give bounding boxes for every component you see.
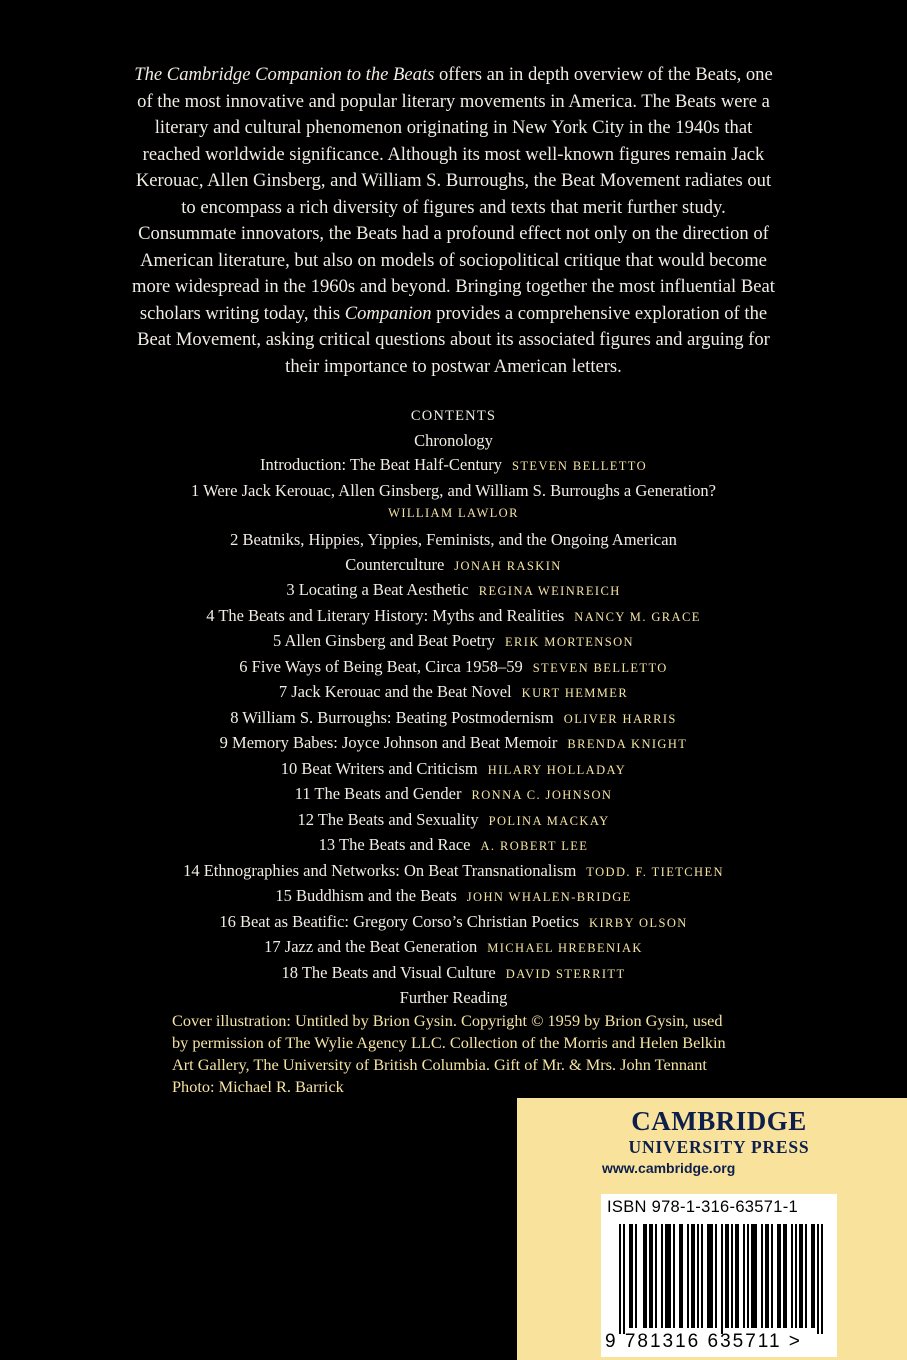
barcode-bar — [747, 1224, 749, 1328]
chapter-author: KURT HEMMER — [521, 686, 629, 700]
barcode-bar — [711, 1224, 713, 1328]
chapter-number: 6 — [239, 656, 248, 676]
chapter-entry — [0, 808, 907, 834]
book-title: The Cambridge Companion to the Beats — [134, 64, 435, 85]
publisher-name: CAMBRIDGE — [631, 1106, 807, 1136]
barcode-bar — [655, 1224, 657, 1328]
barcode-bar — [771, 1224, 773, 1328]
chapter-entry — [0, 757, 907, 783]
barcode-bar — [679, 1224, 681, 1328]
chapter-author: HILARY HOLLADAY — [487, 762, 627, 777]
barcode-box — [601, 1194, 837, 1357]
chapter-author: TODD. F. TIETCHEN — [586, 864, 724, 879]
chapter-number: 8 — [230, 707, 239, 727]
chapter-entry — [0, 859, 907, 885]
chapter-number: 10 — [280, 758, 298, 778]
cover-credit-line: Photo: Michael R. Barrick — [172, 1077, 344, 1096]
barcode-bar — [785, 1224, 787, 1328]
barcode-bar — [707, 1224, 709, 1328]
chapter-entry — [0, 479, 907, 524]
chapter-author: WILLIAM LAWLOR — [388, 506, 519, 520]
chapter-title: Buddhism and the Beats — [295, 886, 457, 905]
barcode-bar — [743, 1224, 745, 1328]
chapter-author: KIRBY OLSON — [589, 915, 688, 930]
chapter-title: Were Jack Kerouac, Allen Ginsberg, and William S. Burroughs a Generation? — [203, 480, 716, 500]
barcode-bar — [813, 1224, 815, 1328]
barcode-bar — [761, 1224, 763, 1328]
barcode-bar — [701, 1224, 703, 1328]
barcode-bar — [697, 1224, 699, 1328]
barcode-bar — [791, 1224, 793, 1328]
barcode-bar — [681, 1224, 683, 1328]
chapter-entry — [0, 629, 907, 655]
chapter-number: 15 — [275, 886, 292, 905]
barcode-bar — [643, 1224, 645, 1328]
chapter-title: Beatniks, Hippies, Yippies, Feminists, and the Ongoing American — [242, 530, 677, 549]
contents-heading: CONTENTS — [410, 408, 497, 424]
barcode-bar — [645, 1224, 647, 1328]
chapter-entry — [0, 731, 907, 757]
chapter-author: OLIVER HARRIS — [563, 711, 677, 726]
chapter-title: William S. Burroughs: Beating Postmodernism — [242, 707, 554, 727]
chapter-entry — [0, 528, 907, 578]
barcode-bar — [765, 1224, 767, 1328]
chapter-entry — [0, 782, 907, 808]
chapter-author: STEVEN BELLETTO — [532, 660, 668, 675]
barcode-bar — [731, 1224, 733, 1328]
chapter-number: 16 — [219, 911, 236, 931]
chapter-number: 5 — [273, 631, 282, 650]
chapter-title: Five Ways of Being Beat, Circa 1958–59 — [251, 656, 523, 676]
chapter-author: MICHAEL HREBENIAK — [487, 941, 643, 955]
barcode-bar — [755, 1224, 757, 1328]
chapter-number: 9 — [219, 733, 228, 752]
barcode-bar — [629, 1224, 631, 1328]
barcode-bar — [767, 1224, 769, 1328]
barcode-bar — [777, 1224, 779, 1328]
chapter-entry — [0, 578, 907, 604]
chapter-entry — [0, 833, 907, 859]
chapter-number: 1 — [191, 480, 200, 500]
barcode-bar — [631, 1224, 633, 1328]
publisher-panel — [517, 1098, 907, 1360]
companion-word: Companion — [344, 302, 432, 324]
barcode-bar — [649, 1224, 651, 1328]
chapter-number: 12 — [297, 809, 314, 829]
chapter-title: Jazz and the Beat Generation — [284, 937, 478, 956]
barcode-digits: 9 781316 635711 > — [605, 1331, 802, 1352]
cover-credit-line: by permission of The Wylie Agency LLC. Collection of the Morris and Helen Belkin — [172, 1033, 726, 1052]
chapter-number: 14 — [183, 860, 200, 880]
barcode-bar — [709, 1224, 711, 1328]
barcode-bar — [751, 1224, 753, 1328]
barcode-bar — [817, 1224, 819, 1334]
chapter-number: 3 — [286, 580, 295, 599]
barcode-bar — [619, 1224, 621, 1334]
barcode-bar — [795, 1224, 797, 1328]
barcode-bar — [801, 1224, 803, 1328]
entry-author: STEVEN BELLETTO — [512, 459, 648, 473]
chapter-title: Ethnographies and Networks: On Beat Transnationalism — [203, 860, 577, 880]
chapter-author: A. ROBERT LEE — [480, 839, 589, 853]
chapter-number: 11 — [294, 784, 311, 803]
barcode-bar — [691, 1224, 693, 1328]
introduction-entry — [0, 453, 907, 479]
chapter-title: Memory Babes: Joyce Johnson and Beat Memoir — [232, 733, 558, 752]
barcode-bar — [623, 1224, 625, 1334]
chapter-title: The Beats and Literary History: Myths and Realities — [218, 605, 565, 625]
chapter-title: The Beats and Gender — [314, 784, 462, 803]
chapter-title: Jack Kerouac and the Beat Novel — [291, 682, 512, 701]
entry-title: Introduction: The Beat Half-Century — [259, 455, 503, 474]
chapter-entry — [0, 910, 907, 936]
barcode-bar — [805, 1224, 807, 1328]
barcode-bar — [651, 1224, 653, 1328]
chapter-list — [0, 479, 907, 987]
blurb-paragraph — [130, 62, 777, 380]
chapter-title: The Beats and Race — [339, 835, 471, 854]
barcode-bar — [725, 1224, 727, 1328]
barcode-bar — [799, 1224, 801, 1328]
barcode-bar — [783, 1224, 785, 1328]
chapter-author: REGINA WEINREICH — [478, 584, 621, 598]
chapter-entry — [0, 935, 907, 961]
barcode-bar — [821, 1224, 823, 1334]
barcode-bar — [811, 1224, 813, 1328]
chapter-title: Beat as Beatific: Gregory Corso’s Christian Poetics — [239, 911, 580, 931]
blurb-text-1: offers an in depth overview of the Beats, one of the most innovative and popular literary movements in America. The Beats were a literary and cultural phenomenon originating in New York City in the 1940s that reached worldwide significance. Although its most well-known figures remain Jack Kerouac, Allen Ginsberg, and William S. Burroughs, the Beat Movement radiates out to encompass a rich diversity of figures and texts that merit further study. Consummate innovators, the Beats had a profound effect not only on the direction of American literature, but also on models of sociopolitical critique that would become more widespread in the 1960s and beyond. Bringing together the most influential Beat scholars writing today, this — [132, 64, 775, 324]
further-reading-entry: Further Reading — [399, 988, 508, 1007]
chapter-number: 17 — [264, 937, 281, 956]
chapter-author: POLINA MACKAY — [488, 813, 610, 828]
chapter-entry — [0, 655, 907, 681]
cover-credit-line: Cover illustration: Untitled by Brion Gysin. Copyright © 1959 by Brion Gysin, used — [172, 1011, 723, 1030]
barcode-bar — [661, 1224, 663, 1328]
contents-section — [0, 404, 907, 1011]
chapter-author: ERIK MORTENSON — [505, 635, 634, 649]
chapter-title: The Beats and Visual Culture — [301, 962, 496, 982]
cover-credit — [172, 1010, 747, 1098]
chapter-author: DAVID STERRITT — [505, 966, 626, 981]
chapter-title: The Beats and Sexuality — [317, 809, 479, 829]
chapter-number: 4 — [206, 605, 215, 625]
barcode-bar — [673, 1224, 675, 1328]
publisher-url: www.cambridge.org — [602, 1160, 736, 1176]
barcode-bar — [667, 1224, 669, 1328]
chapter-entry — [0, 884, 907, 910]
chapter-author: JONAH RASKIN — [454, 558, 562, 573]
chapter-entry — [0, 680, 907, 706]
barcode-bar — [779, 1224, 781, 1328]
chapter-author: RONNA C. JOHNSON — [471, 788, 613, 802]
barcode-bar — [635, 1224, 637, 1328]
cover-credit-line: Art Gallery, The University of British Columbia. Gift of Mr. & Mrs. John Tennant — [172, 1055, 707, 1074]
chapter-entry — [0, 604, 907, 630]
barcode-bar — [669, 1224, 671, 1328]
chapter-author: JOHN WHALEN-BRIDGE — [466, 890, 632, 904]
barcode-bar — [721, 1224, 723, 1334]
chronology-entry: Chronology — [414, 430, 493, 450]
chapter-title: Beat Writers and Criticism — [301, 758, 478, 778]
barcode-bar — [665, 1224, 667, 1328]
chapter-author: NANCY M. GRACE — [574, 609, 701, 624]
barcode-bar — [693, 1224, 695, 1328]
chapter-number: 18 — [281, 962, 299, 982]
barcode-bar — [715, 1224, 717, 1328]
barcode-bar — [727, 1224, 729, 1328]
chapter-author: BRENDA KNIGHT — [567, 737, 688, 751]
chapter-number: 2 — [230, 530, 239, 549]
chapter-title: Locating a Beat Aesthetic — [298, 580, 469, 599]
chapter-entry — [0, 961, 907, 987]
barcode-bar — [737, 1224, 739, 1328]
blurb-text-2: provides a comprehensive exploration of the Beat Movement, asking critical questions about its associated figures and arguing for their importance to postwar American letters. — [137, 302, 770, 377]
publisher-subname: UNIVERSITY PRESS — [628, 1137, 810, 1157]
isbn-text: ISBN 978-1-316-63571-1 — [607, 1198, 798, 1216]
chapter-number: 7 — [278, 682, 288, 701]
chapter-title: Allen Ginsberg and Beat Poetry — [284, 631, 496, 650]
chapter-entry — [0, 706, 907, 732]
barcode-bar — [735, 1224, 737, 1328]
chapter-title-continued: Counterculture — [345, 554, 445, 574]
barcode-bar — [753, 1224, 755, 1328]
chapter-number: 13 — [318, 835, 336, 854]
barcode-bar — [687, 1224, 689, 1328]
